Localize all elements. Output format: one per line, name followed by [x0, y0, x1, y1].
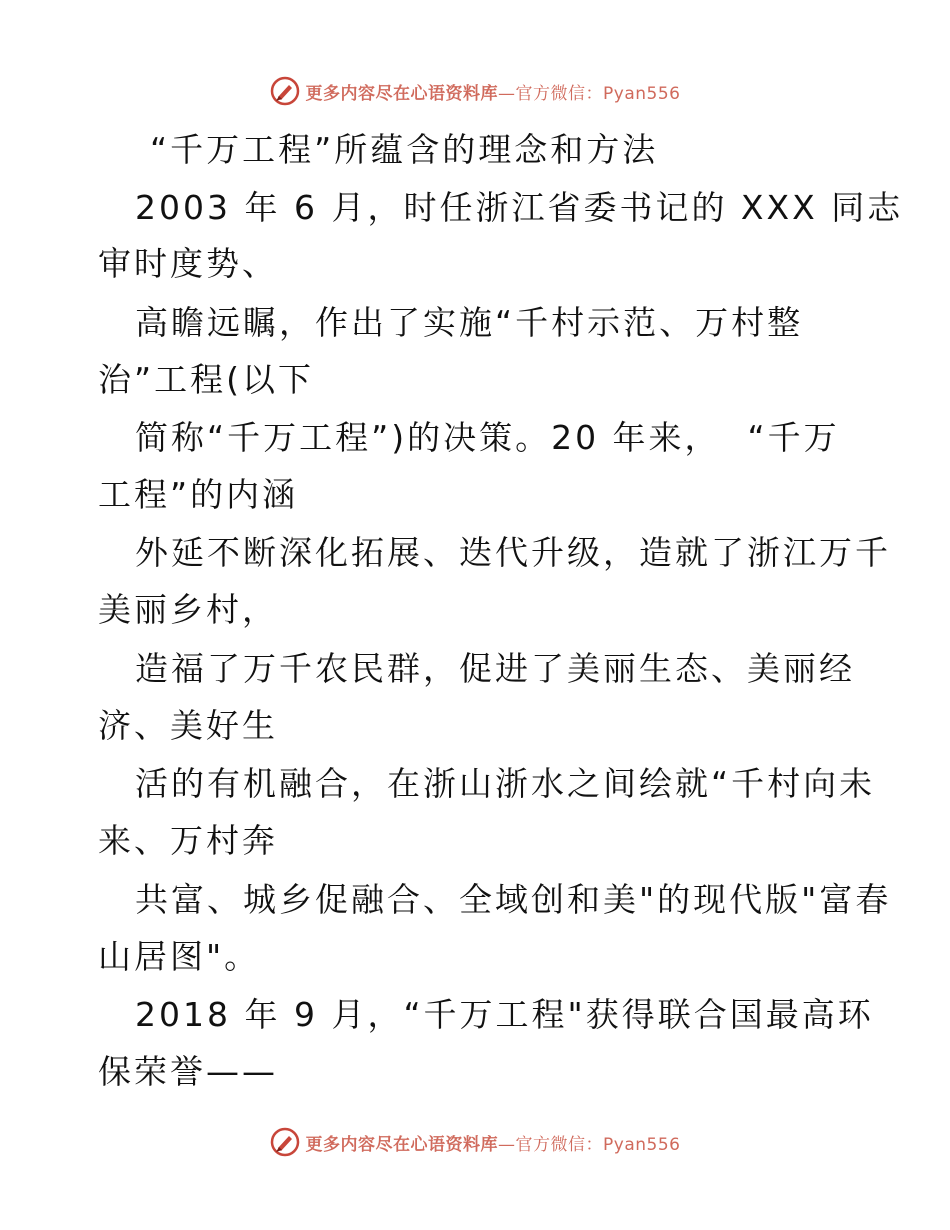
doc-line: 来、万村奔: [98, 821, 278, 860]
doc-line: 工程”的内涵: [98, 475, 299, 514]
doc-line: 济、美好生: [98, 706, 278, 745]
doc-line: 简称“千万工程”)的决策。20 年来， “千万: [135, 418, 840, 457]
footer-banner: [0, 1124, 950, 1160]
banner-wechat-text: —官方微信：Pyan556: [498, 1134, 681, 1155]
doc-line: 美丽乡村，: [98, 590, 278, 629]
doc-line: 审时度势、: [98, 244, 278, 283]
doc-line: 山居图"。: [98, 937, 261, 976]
doc-line: 外延不断深化拓展、迭代升级，造就了浙江万千: [135, 533, 891, 572]
doc-line: 保荣誉——: [98, 1052, 278, 1091]
doc-line: 治”工程(以下: [98, 360, 314, 399]
header-banner: [0, 73, 950, 109]
pen-logo-icon: [270, 76, 300, 106]
banner-main-text: 更多内容尽在心语资料库: [305, 1134, 499, 1155]
doc-line: 造福了万千农民群，促进了美丽生态、美丽经: [135, 649, 855, 688]
banner-main-text: 更多内容尽在心语资料库: [305, 83, 499, 104]
pen-logo-icon: [270, 1127, 300, 1157]
doc-line: 高瞻远瞩，作出了实施“千村示范、万村整: [135, 303, 804, 342]
doc-title: “千万工程”所蕴含的理念和方法: [150, 130, 659, 169]
doc-line: 活的有机融合，在浙山浙水之间绘就“千村向未: [135, 764, 876, 803]
doc-line: 2018 年 9 月，“千万工程"获得联合国最高环: [135, 995, 874, 1034]
banner-wechat-text: —官方微信：Pyan556: [498, 83, 681, 104]
doc-line: 共富、城乡促融合、全域创和美"的现代版"富春: [135, 880, 892, 919]
doc-line: 2003 年 6 月，时任浙江省委书记的 XXX 同志: [135, 188, 904, 227]
